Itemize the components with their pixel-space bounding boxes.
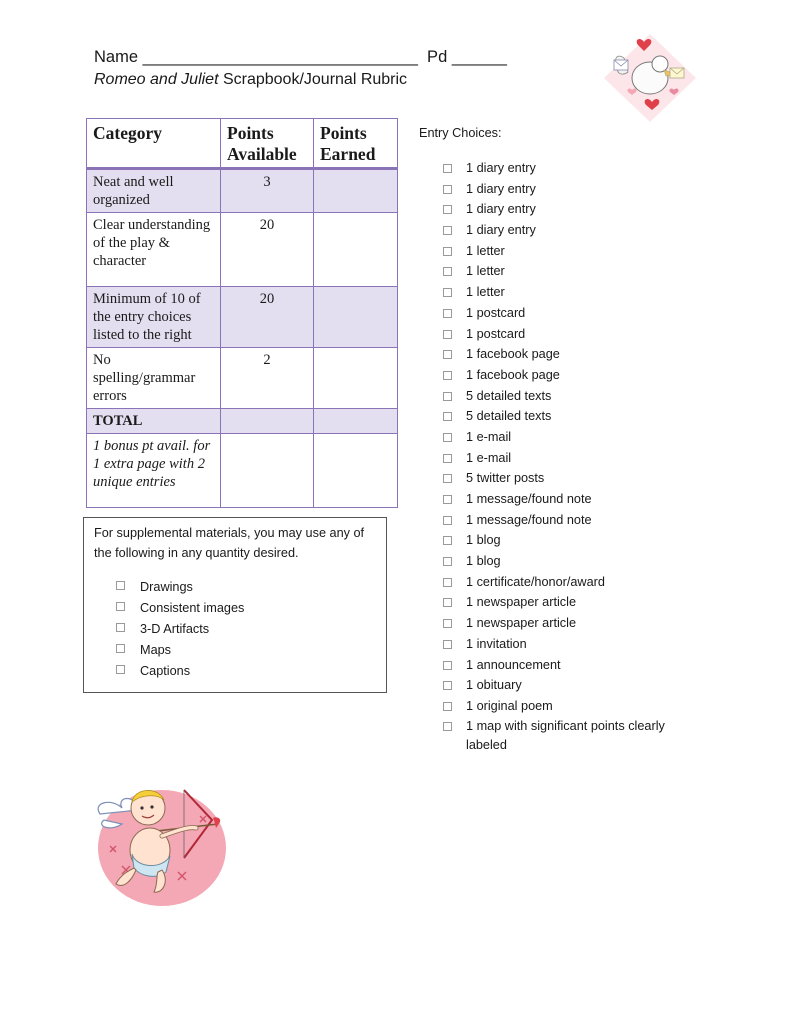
row-category-bonus: 1 bonus pt avail. for 1 extra page with 2 unique entries: [87, 434, 221, 508]
table-row: [87, 213, 398, 287]
list-item: [443, 344, 743, 365]
row-points-earned[interactable]: [314, 169, 398, 213]
entry-choice-label: 1 certificate/honor/award: [466, 574, 605, 589]
entry-choice-label: 1 invitation: [466, 636, 527, 651]
entry-choice-label: 1 postcard: [466, 305, 526, 320]
list-item: [116, 597, 376, 618]
row-category: Neat and well organized: [87, 169, 221, 213]
supplemental-item-label: Consistent images: [140, 600, 245, 615]
list-item: [443, 158, 743, 179]
table-row-bonus: [87, 434, 398, 508]
entry-choice-label: 5 twitter posts: [466, 471, 545, 486]
table-row: [87, 348, 398, 409]
page-title: [94, 71, 407, 89]
checkbox-bullet-icon: [443, 247, 452, 256]
entry-choice-label: 5 detailed texts: [466, 388, 552, 403]
entry-choice-label: 1 diary entry: [466, 223, 536, 238]
table-row-total: [87, 409, 398, 434]
checkbox-bullet-icon: [443, 640, 452, 649]
checkbox-bullet-icon: [443, 267, 452, 276]
checkbox-bullet-icon: [443, 164, 452, 173]
row-category-total: TOTAL: [87, 409, 221, 434]
list-item: [116, 639, 376, 660]
checkbox-bullet-icon: [443, 681, 452, 690]
row-points-earned[interactable]: [314, 213, 398, 287]
checkbox-bullet-icon: [443, 185, 452, 194]
cupid-angel-clipart-icon: [604, 34, 696, 122]
list-item: [443, 510, 743, 531]
supplemental-list: [116, 576, 376, 681]
list-item: [443, 696, 743, 717]
list-item: [443, 179, 743, 200]
entry-choice-label: 1 message/found note: [466, 512, 592, 527]
checkbox-bullet-icon: [443, 702, 452, 711]
entry-choice-label: 1 facebook page: [466, 367, 560, 382]
entry-choice-label: 1 letter: [466, 285, 505, 300]
entry-choice-label: 1 facebook page: [466, 347, 560, 362]
row-points-earned[interactable]: [314, 287, 398, 348]
supplemental-materials-box: [83, 517, 387, 693]
cupid-with-bow-clipart-icon: [92, 776, 232, 910]
list-item: [443, 365, 743, 386]
checkbox-bullet-icon: [443, 661, 452, 670]
list-item: [116, 618, 376, 639]
entry-choice-label: 1 message/found note: [466, 492, 592, 506]
entry-choice-label: 1 blog: [466, 533, 501, 548]
checkbox-bullet-icon: [116, 623, 125, 632]
list-item: [443, 717, 743, 756]
list-item: [443, 406, 743, 427]
checkbox-bullet-icon: [443, 474, 452, 483]
entry-choice-label: 1 postcard: [466, 326, 526, 341]
table-row: [87, 169, 398, 213]
table-row: [87, 287, 398, 348]
entry-choice-label: 5 detailed texts: [466, 409, 552, 424]
checkbox-bullet-icon: [443, 392, 452, 401]
list-item: [443, 427, 743, 448]
name-pd-line: Name ______________________________ Pd ______: [94, 48, 507, 66]
checkbox-bullet-icon: [443, 288, 452, 297]
supplemental-item-label: Captions: [140, 663, 191, 678]
title-play-name: Romeo and Juliet: [94, 71, 219, 88]
row-points-available: [221, 434, 314, 508]
checkbox-bullet-icon: [443, 557, 452, 566]
entry-choice-label: 1 e-mail: [466, 450, 512, 465]
entry-choice-label: 1 map with significant points clearly labeled: [466, 718, 665, 753]
list-item: [443, 220, 743, 241]
col-header-points-available: Points Available: [221, 119, 314, 169]
checkbox-bullet-icon: [443, 536, 452, 545]
row-points-available: 3: [221, 169, 314, 213]
list-item: [443, 241, 743, 262]
checkbox-bullet-icon: [443, 578, 452, 587]
list-item: [443, 324, 743, 345]
list-item: [443, 634, 743, 655]
entry-choice-label: 1 newspaper article: [466, 616, 577, 631]
list-item: [443, 655, 743, 676]
list-item: [443, 613, 743, 634]
supplemental-intro: For supplemental materials, you may use any of the following in any quantity desired.: [94, 526, 365, 560]
checkbox-bullet-icon: [116, 644, 125, 653]
checkbox-bullet-icon: [443, 722, 452, 731]
row-points-available: 20: [221, 213, 314, 287]
row-points-available: [221, 409, 314, 434]
row-category: No spelling/grammar errors: [87, 348, 221, 409]
entry-choices-list: [443, 158, 743, 756]
supplemental-item-label: Maps: [140, 642, 172, 657]
title-rest: Scrapbook/Journal Rubric: [218, 71, 408, 88]
row-points-earned[interactable]: [314, 348, 398, 409]
list-item: [443, 303, 743, 324]
entry-choice-label: 1 newspaper article: [466, 595, 577, 610]
checkbox-bullet-icon: [443, 495, 452, 504]
supplemental-item-label: Drawings: [140, 579, 193, 594]
col-header-points-earned: Points Earned: [314, 119, 398, 169]
list-item: [443, 199, 743, 220]
row-points-earned[interactable]: [314, 434, 398, 508]
entry-choice-label: 1 diary entry: [466, 161, 536, 175]
list-item: [443, 261, 743, 282]
list-item: [443, 448, 743, 469]
checkbox-bullet-icon: [443, 433, 452, 442]
list-item: [443, 592, 743, 613]
row-points-available: 2: [221, 348, 314, 409]
list-item: [443, 468, 743, 489]
list-item: [443, 551, 743, 572]
entry-choice-label: 1 letter: [466, 243, 505, 258]
row-category: Minimum of 10 of the entry choices listed to the right: [87, 287, 221, 348]
entry-choice-label: 1 original poem: [466, 698, 553, 713]
entry-choice-label: 1 diary entry: [466, 181, 536, 196]
entry-choices-title: Entry Choices:: [419, 126, 502, 140]
supplemental-item-label: 3-D Artifacts: [140, 621, 210, 636]
entry-choice-label: 1 diary entry: [466, 202, 536, 217]
checkbox-bullet-icon: [443, 412, 452, 421]
entry-choice-label: 1 e-mail: [466, 429, 512, 444]
list-item: [116, 660, 376, 681]
row-points-available: 20: [221, 287, 314, 348]
list-item: [443, 386, 743, 407]
list-item: [443, 282, 743, 303]
checkbox-bullet-icon: [443, 598, 452, 607]
list-item: [443, 675, 743, 696]
checkbox-bullet-icon: [443, 454, 452, 463]
list-item: [443, 489, 743, 510]
checkbox-bullet-icon: [443, 330, 452, 339]
rubric-header-row: [87, 119, 398, 169]
entry-choice-label: 1 letter: [466, 264, 505, 279]
checkbox-bullet-icon: [116, 665, 125, 674]
checkbox-bullet-icon: [443, 371, 452, 380]
checkbox-bullet-icon: [116, 602, 125, 611]
col-header-category: Category: [87, 119, 221, 169]
list-item: [116, 576, 376, 597]
checkbox-bullet-icon: [443, 309, 452, 318]
checkbox-bullet-icon: [443, 205, 452, 214]
row-category: Clear understanding of the play & character: [87, 213, 221, 287]
checkbox-bullet-icon: [116, 581, 125, 590]
list-item: [443, 572, 743, 593]
checkbox-bullet-icon: [443, 516, 452, 525]
checkbox-bullet-icon: [443, 226, 452, 235]
row-points-earned[interactable]: [314, 409, 398, 434]
entry-choice-label: 1 blog: [466, 554, 501, 569]
checkbox-bullet-icon: [443, 350, 452, 359]
rubric-table: [86, 118, 398, 508]
checkbox-bullet-icon: [443, 619, 452, 628]
entry-choice-label: 1 announcement: [466, 657, 561, 672]
list-item: [443, 530, 743, 551]
entry-choice-label: 1 obituary: [466, 678, 522, 693]
